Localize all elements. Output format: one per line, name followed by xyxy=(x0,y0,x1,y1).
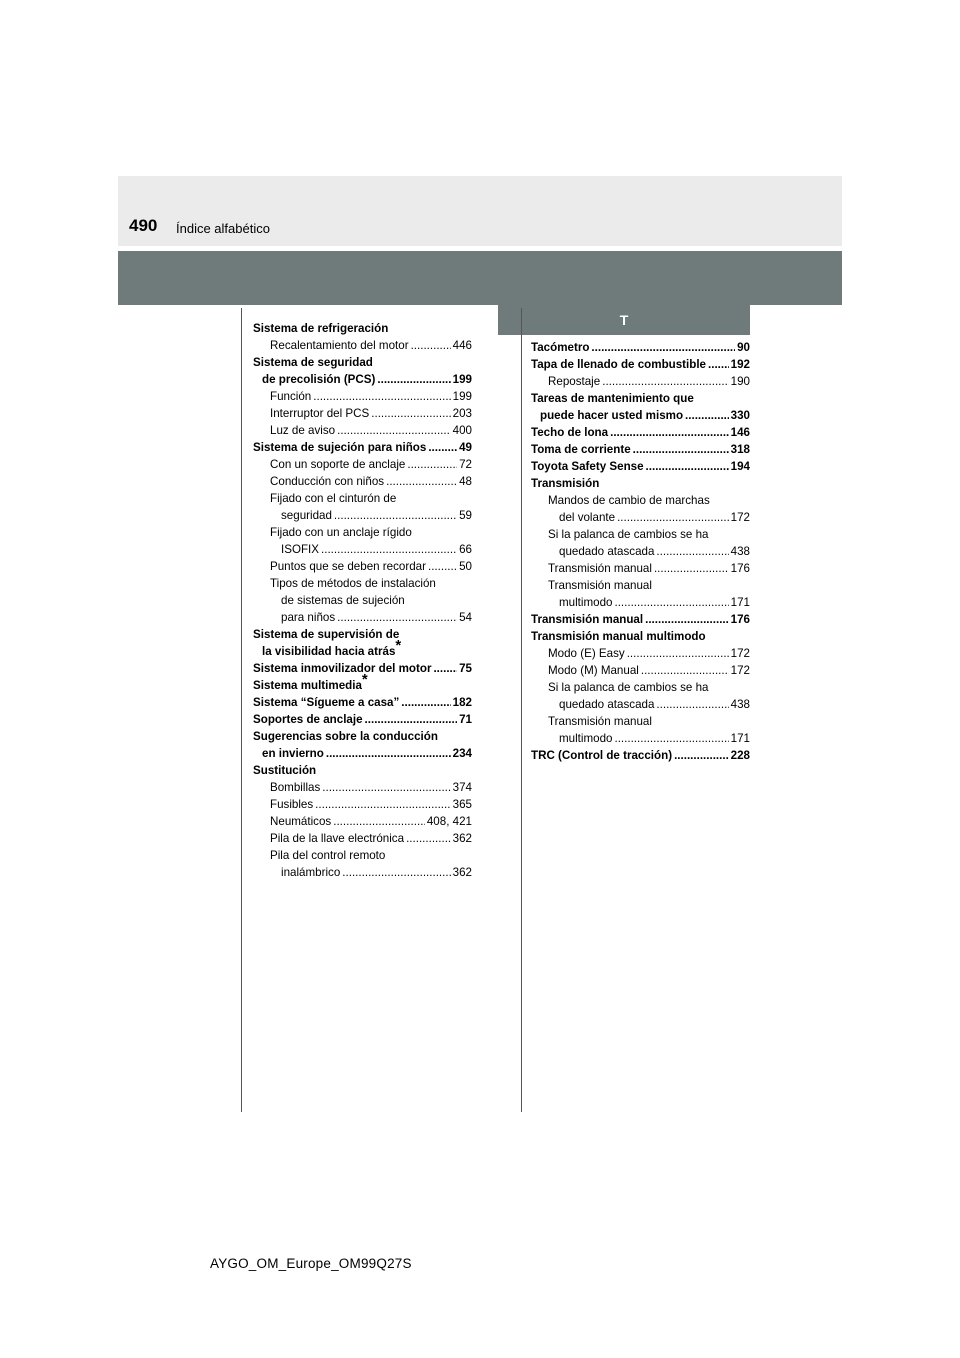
index-entry xyxy=(531,441,750,458)
index-entry xyxy=(253,609,472,626)
index-entry xyxy=(531,662,750,679)
index-entry-page: 190 xyxy=(730,375,750,388)
index-entry-page: 66 xyxy=(459,543,472,556)
index-entry-term: Con un soporte de anclaje xyxy=(270,458,406,471)
index-entry-page: 234 xyxy=(452,747,472,760)
index-entry xyxy=(531,611,750,628)
index-entry xyxy=(253,847,472,864)
index-entry-page: 374 xyxy=(452,781,472,794)
dot-leader xyxy=(407,456,457,473)
dot-leader xyxy=(406,830,451,847)
letter-tab: T xyxy=(498,305,750,335)
index-entry-term: puede hacer usted mismo xyxy=(540,409,684,422)
dot-leader xyxy=(614,594,728,611)
column-divider-middle xyxy=(521,308,522,1112)
index-entry xyxy=(253,728,472,745)
index-entry-page: 48 xyxy=(459,475,472,488)
index-entry xyxy=(253,796,472,813)
index-entry xyxy=(253,575,472,592)
index-entry-term: Fijado con el cinturón de xyxy=(270,492,397,505)
index-entry xyxy=(253,524,472,541)
index-entry-term: Puntos que se deben recordar xyxy=(270,560,426,573)
index-entry-term: Interruptor del PCS xyxy=(270,407,370,420)
index-entry-term: Fusibles xyxy=(270,798,314,811)
index-entry xyxy=(531,339,750,356)
index-entry-term: de sistemas de sujeción xyxy=(281,594,405,607)
header-divider-band xyxy=(118,251,842,305)
index-entry-term: Transmisión manual xyxy=(548,562,652,575)
index-entry xyxy=(531,713,750,730)
index-entry-term: Toma de corriente xyxy=(531,443,631,456)
dot-leader xyxy=(656,696,728,713)
dot-leader xyxy=(365,711,458,728)
dot-leader xyxy=(674,747,729,764)
index-entry-term: Si la palanca de cambios se ha xyxy=(548,528,709,541)
index-entry-page: 49 xyxy=(459,441,472,454)
index-entry-term: seguridad xyxy=(281,509,332,522)
index-entry xyxy=(253,711,472,728)
index-entry-page: 176 xyxy=(730,562,750,575)
index-entry xyxy=(253,320,472,337)
index-entry xyxy=(531,458,750,475)
index-entry xyxy=(253,813,472,830)
index-column-right xyxy=(531,339,750,764)
dot-leader xyxy=(386,473,457,490)
index-entry xyxy=(531,424,750,441)
index-entry xyxy=(531,390,750,407)
index-entry-term: Sistema de supervisión de xyxy=(253,628,400,641)
index-entry-term: Transmisión manual xyxy=(548,579,652,592)
index-entry-term: quedado atascada xyxy=(559,698,655,711)
dot-leader xyxy=(610,424,729,441)
index-entry-page: 194 xyxy=(730,460,750,473)
dot-leader xyxy=(321,541,457,558)
index-entry-term: Tipos de métodos de instalación xyxy=(270,577,436,590)
index-entry-term: Transmisión manual xyxy=(531,613,644,626)
dot-leader xyxy=(313,388,450,405)
index-entry-term: del volante xyxy=(559,511,616,524)
index-entry-page: 146 xyxy=(730,426,750,439)
dot-leader xyxy=(641,662,729,679)
dot-leader xyxy=(337,422,451,439)
dot-leader xyxy=(617,509,729,526)
dot-leader xyxy=(337,609,457,626)
index-entry xyxy=(253,354,472,371)
dot-leader xyxy=(342,864,450,881)
index-entry-page: 438 xyxy=(730,545,750,558)
index-entry-page: 54 xyxy=(459,611,472,624)
index-entry xyxy=(253,864,472,881)
index-entry xyxy=(531,577,750,594)
index-entry-page: 172 xyxy=(730,664,750,677)
dot-leader xyxy=(656,543,728,560)
asterisk-marker: * xyxy=(361,671,368,688)
index-entry-term: Sistema “Sígueme a casa” xyxy=(253,696,400,709)
dot-leader xyxy=(646,458,729,475)
index-entry xyxy=(531,679,750,696)
index-entry-page: 59 xyxy=(459,509,472,522)
index-entry-term: Bombillas xyxy=(270,781,321,794)
dot-leader xyxy=(685,407,729,424)
dot-leader xyxy=(377,371,450,388)
index-entry-page: 318 xyxy=(730,443,750,456)
index-entry xyxy=(253,541,472,558)
index-entry-page: 400 xyxy=(452,424,472,437)
index-entry-term: Luz de aviso xyxy=(270,424,336,437)
index-entry-term: para niños xyxy=(281,611,336,624)
index-entry-term: inalámbrico xyxy=(281,866,341,879)
index-entry-term: Transmisión manual multimodo xyxy=(531,630,706,643)
index-entry-page: 50 xyxy=(459,560,472,573)
index-entry-term: Conducción con niños xyxy=(270,475,385,488)
index-entry-term: quedado atascada xyxy=(559,545,655,558)
index-entry-page: 362 xyxy=(452,866,472,879)
index-entry xyxy=(253,671,472,694)
index-entry-page: 75 xyxy=(459,662,472,675)
index-entry-page: 182 xyxy=(452,696,472,709)
index-entry xyxy=(253,626,472,643)
index-column-left xyxy=(253,320,472,881)
dot-leader xyxy=(433,660,457,677)
index-entry-term: Tareas de mantenimiento que xyxy=(531,392,694,405)
index-entry-term: Sistema de seguridad xyxy=(253,356,373,369)
index-entry-term: Sistema multimedia xyxy=(253,679,362,692)
index-entry xyxy=(253,337,472,354)
dot-leader xyxy=(322,779,450,796)
column-divider-left xyxy=(241,308,242,1112)
index-entry xyxy=(531,492,750,509)
index-entry-term: Sistema de sujeción para niños xyxy=(253,441,427,454)
dot-leader xyxy=(591,339,735,356)
index-entry-term: TRC (Control de tracción) xyxy=(531,749,673,762)
dot-leader xyxy=(315,796,450,813)
index-entry-page: 176 xyxy=(730,613,750,626)
index-entry-term: Recalentamiento del motor xyxy=(270,339,409,352)
index-entry-term: Función xyxy=(270,390,312,403)
index-entry-page: 199 xyxy=(452,390,472,403)
index-entry xyxy=(253,507,472,524)
index-entry xyxy=(253,473,472,490)
index-entry xyxy=(531,373,750,390)
dot-leader xyxy=(633,441,729,458)
index-entry-page: 192 xyxy=(730,358,750,371)
dot-leader xyxy=(602,373,728,390)
index-entry-term: Modo (E) Easy xyxy=(548,647,625,660)
index-entry-page: 408, 421 xyxy=(426,815,472,828)
index-entry xyxy=(531,628,750,645)
index-entry xyxy=(253,490,472,507)
dot-leader xyxy=(708,356,729,373)
index-entry xyxy=(253,388,472,405)
index-entry-page: 172 xyxy=(730,511,750,524)
index-entry-term: la visibilidad hacia atrás xyxy=(262,645,396,658)
index-entry xyxy=(531,560,750,577)
index-entry xyxy=(253,830,472,847)
index-entry-term: multimodo xyxy=(559,732,613,745)
index-entry-term: Soportes de anclaje xyxy=(253,713,363,726)
dot-leader xyxy=(614,730,728,747)
index-entry-term: Techo de lona xyxy=(531,426,609,439)
index-entry-term: en invierno xyxy=(262,747,324,760)
index-entry-page: 228 xyxy=(730,749,750,762)
index-entry xyxy=(531,526,750,543)
index-entry-page: 172 xyxy=(730,647,750,660)
index-entry xyxy=(253,762,472,779)
index-entry-term: Sistema de refrigeración xyxy=(253,322,389,335)
index-entry-term: Toyota Safety Sense xyxy=(531,460,644,473)
index-entry-term: Sugerencias sobre la conducción xyxy=(253,730,438,743)
dot-leader xyxy=(371,405,450,422)
index-entry xyxy=(531,645,750,662)
index-entry-term: Si la palanca de cambios se ha xyxy=(548,681,709,694)
asterisk-marker: * xyxy=(395,637,402,654)
index-entry xyxy=(531,543,750,560)
section-title: Índice alfabético xyxy=(176,221,270,236)
index-entry-page: 71 xyxy=(459,713,472,726)
index-entry-page: 171 xyxy=(730,596,750,609)
index-entry-term: ISOFIX xyxy=(281,543,320,556)
dot-leader xyxy=(428,558,457,575)
index-entry xyxy=(253,637,472,660)
index-entry-term: Transmisión manual xyxy=(548,715,652,728)
index-entry-term: Pila del control remoto xyxy=(270,849,386,862)
index-entry xyxy=(531,356,750,373)
index-entry xyxy=(253,422,472,439)
index-entry xyxy=(253,779,472,796)
index-entry-term: Sustitución xyxy=(253,764,317,777)
index-entry-term: Transmisión xyxy=(531,477,600,490)
index-entry xyxy=(253,558,472,575)
index-entry-page: 199 xyxy=(452,373,472,386)
dot-leader xyxy=(333,813,425,830)
index-entry-page: 446 xyxy=(452,339,472,352)
index-entry-term: Modo (M) Manual xyxy=(548,664,639,677)
dot-leader xyxy=(654,560,729,577)
index-entry-page: 90 xyxy=(737,341,750,354)
index-entry xyxy=(531,696,750,713)
dot-leader xyxy=(401,694,450,711)
index-entry-term: multimodo xyxy=(559,596,613,609)
dot-leader xyxy=(334,507,457,524)
index-entry-term: Tacómetro xyxy=(531,341,590,354)
index-entry-page: 330 xyxy=(730,409,750,422)
index-entry-term: Sistema inmovilizador del motor xyxy=(253,662,432,675)
index-entry-term: Repostaje xyxy=(548,375,601,388)
index-entry xyxy=(253,456,472,473)
index-entry-term: Tapa de llenado de combustible xyxy=(531,358,707,371)
index-entry-term: Fijado con un anclaje rígido xyxy=(270,526,412,539)
index-entry-page: 438 xyxy=(730,698,750,711)
document-code: AYGO_OM_Europe_OM99Q27S xyxy=(210,1256,412,1271)
index-entry xyxy=(531,475,750,492)
index-entry xyxy=(253,439,472,456)
dot-leader xyxy=(428,439,457,456)
index-entry-term: de precolisión (PCS) xyxy=(262,373,376,386)
index-entry xyxy=(253,745,472,762)
page-number: 490 xyxy=(129,216,158,235)
index-entry xyxy=(531,747,750,764)
dot-leader xyxy=(627,645,729,662)
index-entry-term: Neumáticos xyxy=(270,815,332,828)
index-entry-term: Pila de la llave electrónica xyxy=(270,832,405,845)
dot-leader xyxy=(411,337,451,354)
index-entry-page: 365 xyxy=(452,798,472,811)
index-entry xyxy=(253,405,472,422)
index-entry-term: Mandos de cambio de marchas xyxy=(548,494,710,507)
index-entry xyxy=(531,730,750,747)
index-entry-page: 362 xyxy=(452,832,472,845)
index-entry xyxy=(531,407,750,424)
index-entry xyxy=(253,592,472,609)
index-entry xyxy=(531,509,750,526)
index-entry xyxy=(531,594,750,611)
dot-leader xyxy=(645,611,729,628)
index-entry-page: 72 xyxy=(459,458,472,471)
dot-leader xyxy=(326,745,451,762)
index-entry xyxy=(253,694,472,711)
index-entry-page: 203 xyxy=(452,407,472,420)
index-entry xyxy=(253,371,472,388)
index-entry-page: 171 xyxy=(730,732,750,745)
